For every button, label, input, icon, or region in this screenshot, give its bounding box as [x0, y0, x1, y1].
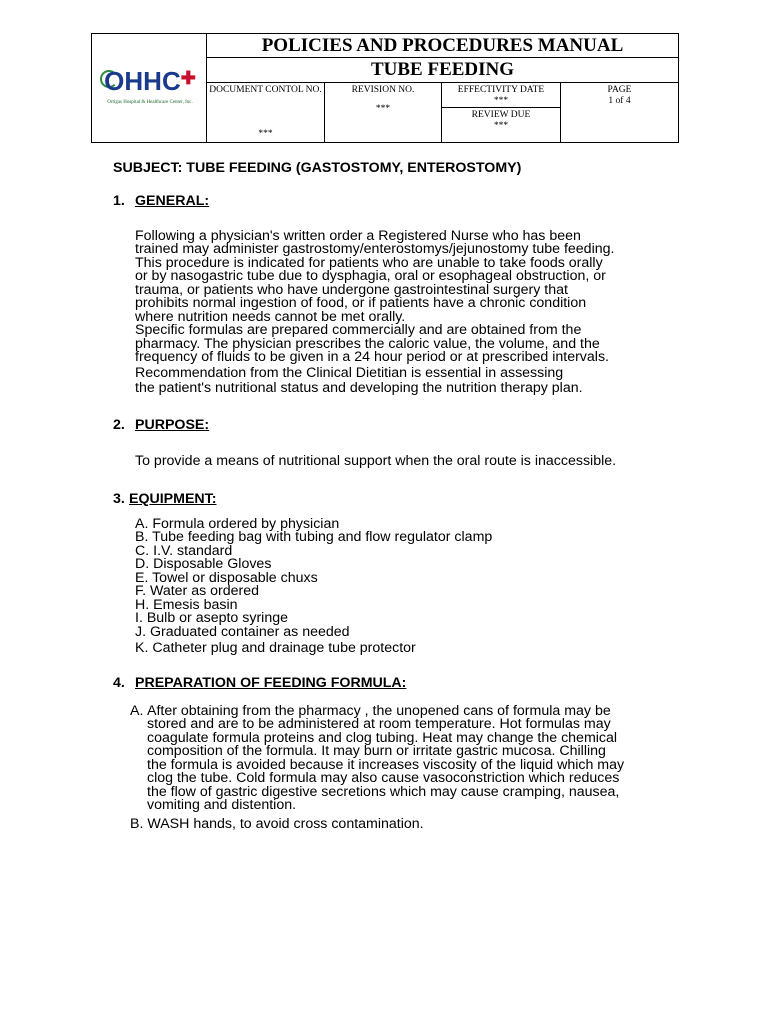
doc-control-value: *** [258, 129, 273, 139]
equipment-item: D. Disposable Gloves [135, 556, 272, 573]
document-header-table [91, 33, 679, 143]
preparation-b-item: B. WASH hands, to avoid cross contamination. [130, 816, 424, 832]
purpose-number: 2. [113, 417, 125, 433]
general-heading: GENERAL: [135, 193, 210, 209]
equipment-item: A. Formula ordered by physician [135, 516, 340, 532]
preparation-a-line: composition of the formula. It may burn or irritate gastric mucosa. Chilling [147, 743, 606, 760]
general-line: where nutrition needs cannot be met orally. [135, 308, 406, 325]
general-line: Recommendation from the Clinical Dietitian is essential in assessing [135, 364, 564, 381]
preparation-a-line: coagulate formula proteins and clog tubing. Heat may change the chemical [147, 729, 618, 746]
equipment-item: C. I.V. standard [135, 542, 233, 559]
effectivity-label: EFFECTIVITY DATE [457, 85, 545, 95]
general-line: Specific formulas are prepared commercially and are obtained from the [135, 322, 582, 339]
logo-cross-icon: ✚ [180, 68, 196, 88]
equipment-item: H. Emesis basin [135, 596, 238, 613]
equipment-number: 3. [113, 491, 125, 507]
preparation-a-line: stored and are to be administered at room temperature. Hot formulas may [147, 716, 611, 733]
review-value: *** [493, 121, 509, 131]
equipment-item: K. Catheter plug and drainage tube protector [135, 640, 416, 657]
general-line: This procedure is indicated for patients who are unable to take foods orally [135, 254, 603, 271]
doc-control-cell [207, 83, 325, 143]
preparation-a-line: vomiting and distention. [147, 797, 297, 814]
doc-control-label: DOCUMENT CONTOL NO. [209, 85, 322, 95]
equipment-heading: EQUIPMENT: [129, 491, 217, 507]
review-cell [442, 108, 561, 143]
subject-heading: SUBJECT: TUBE FEEDING (GASTOSTOMY, ENTEROSTOMY) [113, 160, 522, 176]
page-label: PAGE [607, 85, 632, 95]
general-line: pharmacy. The physician prescribes the caloric value, the volume, and the [135, 335, 600, 352]
purpose-text: To provide a means of nutritional support when the oral route is inaccessible. [135, 453, 617, 469]
page-cell [561, 83, 679, 143]
equipment-item: F. Water as ordered [135, 583, 260, 600]
general-number: 1. [113, 193, 125, 209]
review-label: REVIEW DUE [471, 110, 531, 120]
general-line: Following a physician's written order a Registered Nurse who has been [135, 228, 581, 244]
general-line: prohibits normal ingestion of food, or if patients have a chronic condition [135, 295, 587, 312]
general-line: or by nasogastric tube due to dysphagia, oral or esophageal obstruction, or [135, 268, 606, 285]
document-title: TUBE FEEDING [207, 58, 679, 83]
preparation-a-paragraph [147, 705, 624, 813]
preparation-a-marker: A. [130, 703, 144, 719]
logo-cell [92, 34, 207, 143]
purpose-heading: PURPOSE: [135, 417, 210, 433]
equipment-item: E. Towel or disposable chuxs [135, 569, 318, 586]
equipment-list [135, 518, 492, 656]
logo-text: OHHC [104, 66, 181, 96]
preparation-heading: PREPARATION OF FEEDING FORMULA: [135, 675, 407, 691]
preparation-a-line: After obtaining from the pharmacy , the unopened cans of formula may be [147, 703, 611, 719]
effectivity-value: *** [493, 96, 509, 106]
preparation-a-line: the formula is avoided because it increases viscosity of the liquid which may [147, 756, 625, 773]
general-paragraph [135, 230, 614, 395]
revision-label: REVISION NO. [351, 85, 415, 95]
general-line: frequency of fluids to be given in a 24 hour period or at prescribed intervals. [135, 349, 609, 366]
logo-subtext: Ortigas Hospital & Healthcare Center, Inc. [107, 100, 193, 105]
general-line: trained may administer gastrostomy/enterostomys/jejunostomy tube feeding. [135, 241, 615, 258]
general-line: the patient's nutritional status and developing the nutrition therapy plan. [135, 379, 583, 396]
page-value: 1 of 4 [608, 96, 631, 106]
equipment-item: B. Tube feeding bag with tubing and flow regulator clamp [135, 529, 493, 546]
hospital-logo [98, 64, 202, 114]
general-line: trauma, or patients who have undergone gastrointestinal surgery that [135, 281, 568, 298]
equipment-item: J. Graduated container as needed [135, 623, 350, 640]
effectivity-cell [442, 83, 561, 108]
revision-cell [325, 83, 442, 143]
revision-value: *** [375, 104, 391, 114]
preparation-number: 4. [113, 675, 125, 691]
preparation-a-line: the flow of gastric digestive secretions which may cause cramping, nausea, [147, 783, 620, 800]
equipment-item: I. Bulb or asepto syringe [135, 610, 288, 627]
preparation-a-line: clog the tube. Cold formula may also cause vasoconstriction which reduces [147, 770, 620, 787]
manual-title: POLICIES AND PROCEDURES MANUAL [207, 34, 679, 58]
